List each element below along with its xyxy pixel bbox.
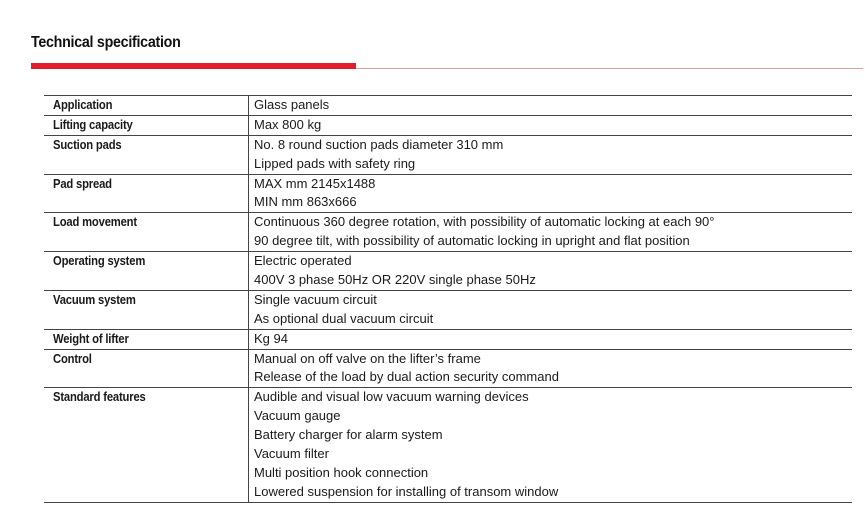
spec-value-line: Continuous 360 degree rotation, with possibility of automatic locking at each 90° (254, 214, 715, 230)
spec-value-line: MAX mm 2145x1488 (254, 175, 376, 191)
spec-value-line: Glass panels (254, 97, 330, 112)
spec-label-cell (44, 329, 249, 349)
spec-value-line: No. 8 round suction pads diameter 310 mm (254, 136, 504, 152)
spec-value-line: Lowered suspension for installing of transom window (254, 483, 559, 499)
spec-label-cell (44, 115, 249, 135)
spec-value-line: Lipped pads with safety ring (254, 155, 416, 171)
spec-value-cell (249, 213, 853, 252)
title-accent-bar (31, 63, 356, 69)
table-row (44, 135, 852, 174)
table-row (44, 213, 852, 252)
table-row (44, 349, 852, 388)
spec-label: Weight of lifter (53, 331, 129, 346)
spec-value-cell (249, 388, 853, 502)
spec-value-cell (249, 349, 853, 388)
spec-value-cell (249, 252, 853, 291)
table-row (44, 96, 852, 116)
spec-value-line: Single vacuum circuit (254, 291, 377, 307)
spec-value-line: MIN mm 863x666 (254, 194, 357, 210)
spec-value-line: Vacuum gauge (254, 408, 341, 424)
spec-label-cell (44, 388, 249, 502)
spec-value-cell (249, 290, 853, 329)
spec-value-line: Max 800 kg (254, 116, 322, 132)
spec-value-line: Release of the load by dual action security command (254, 369, 559, 385)
spec-label-cell (44, 174, 249, 213)
spec-label: Control (53, 351, 92, 366)
spec-value-line: Battery charger for alarm system (254, 427, 443, 443)
spec-value-cell (249, 174, 853, 213)
spec-label-cell (44, 135, 249, 174)
spec-label-cell (44, 213, 249, 252)
spec-value-cell (249, 135, 853, 174)
section-title: Technical specification (31, 34, 181, 51)
spec-label-cell (44, 96, 249, 116)
table-row (44, 388, 852, 502)
spec-label: Pad spread (53, 176, 112, 191)
spec-value-line: As optional dual vacuum circuit (254, 310, 434, 326)
spec-value-line: Manual on off valve on the lifter’s frame (254, 350, 481, 366)
spec-value-line: Kg 94 (254, 330, 288, 346)
spec-label-cell (44, 290, 249, 329)
spec-label: Lifting capacity (53, 117, 133, 132)
table-row (44, 174, 852, 213)
spec-value-line: Multi position hook connection (254, 464, 429, 480)
spec-value-cell (249, 96, 853, 116)
table-row (44, 329, 852, 349)
spec-label: Suction pads (53, 137, 122, 152)
spec-value-line: Vacuum filter (254, 446, 329, 462)
spec-label: Standard features (53, 390, 146, 405)
spec-value-cell (249, 329, 853, 349)
spec-value-line: Electric operated (254, 253, 352, 269)
spec-label: Vacuum system (53, 292, 136, 307)
spec-label: Operating system (53, 254, 146, 269)
table-row (44, 115, 852, 135)
spec-value-line: Audible and visual low vacuum warning devices (254, 389, 529, 405)
table-row (44, 290, 852, 329)
spec-table (44, 95, 852, 503)
spec-label-cell (44, 252, 249, 291)
table-row (44, 252, 852, 291)
spec-label-cell (44, 349, 249, 388)
spec-value-line: 90 degree tilt, with possibility of automatic locking in upright and flat position (254, 233, 690, 249)
spec-label: Load movement (53, 215, 137, 230)
spec-value-cell (249, 115, 853, 135)
spec-value-line: 400V 3 phase 50Hz OR 220V single phase 50Hz (254, 272, 536, 288)
spec-label: Application (53, 98, 113, 112)
